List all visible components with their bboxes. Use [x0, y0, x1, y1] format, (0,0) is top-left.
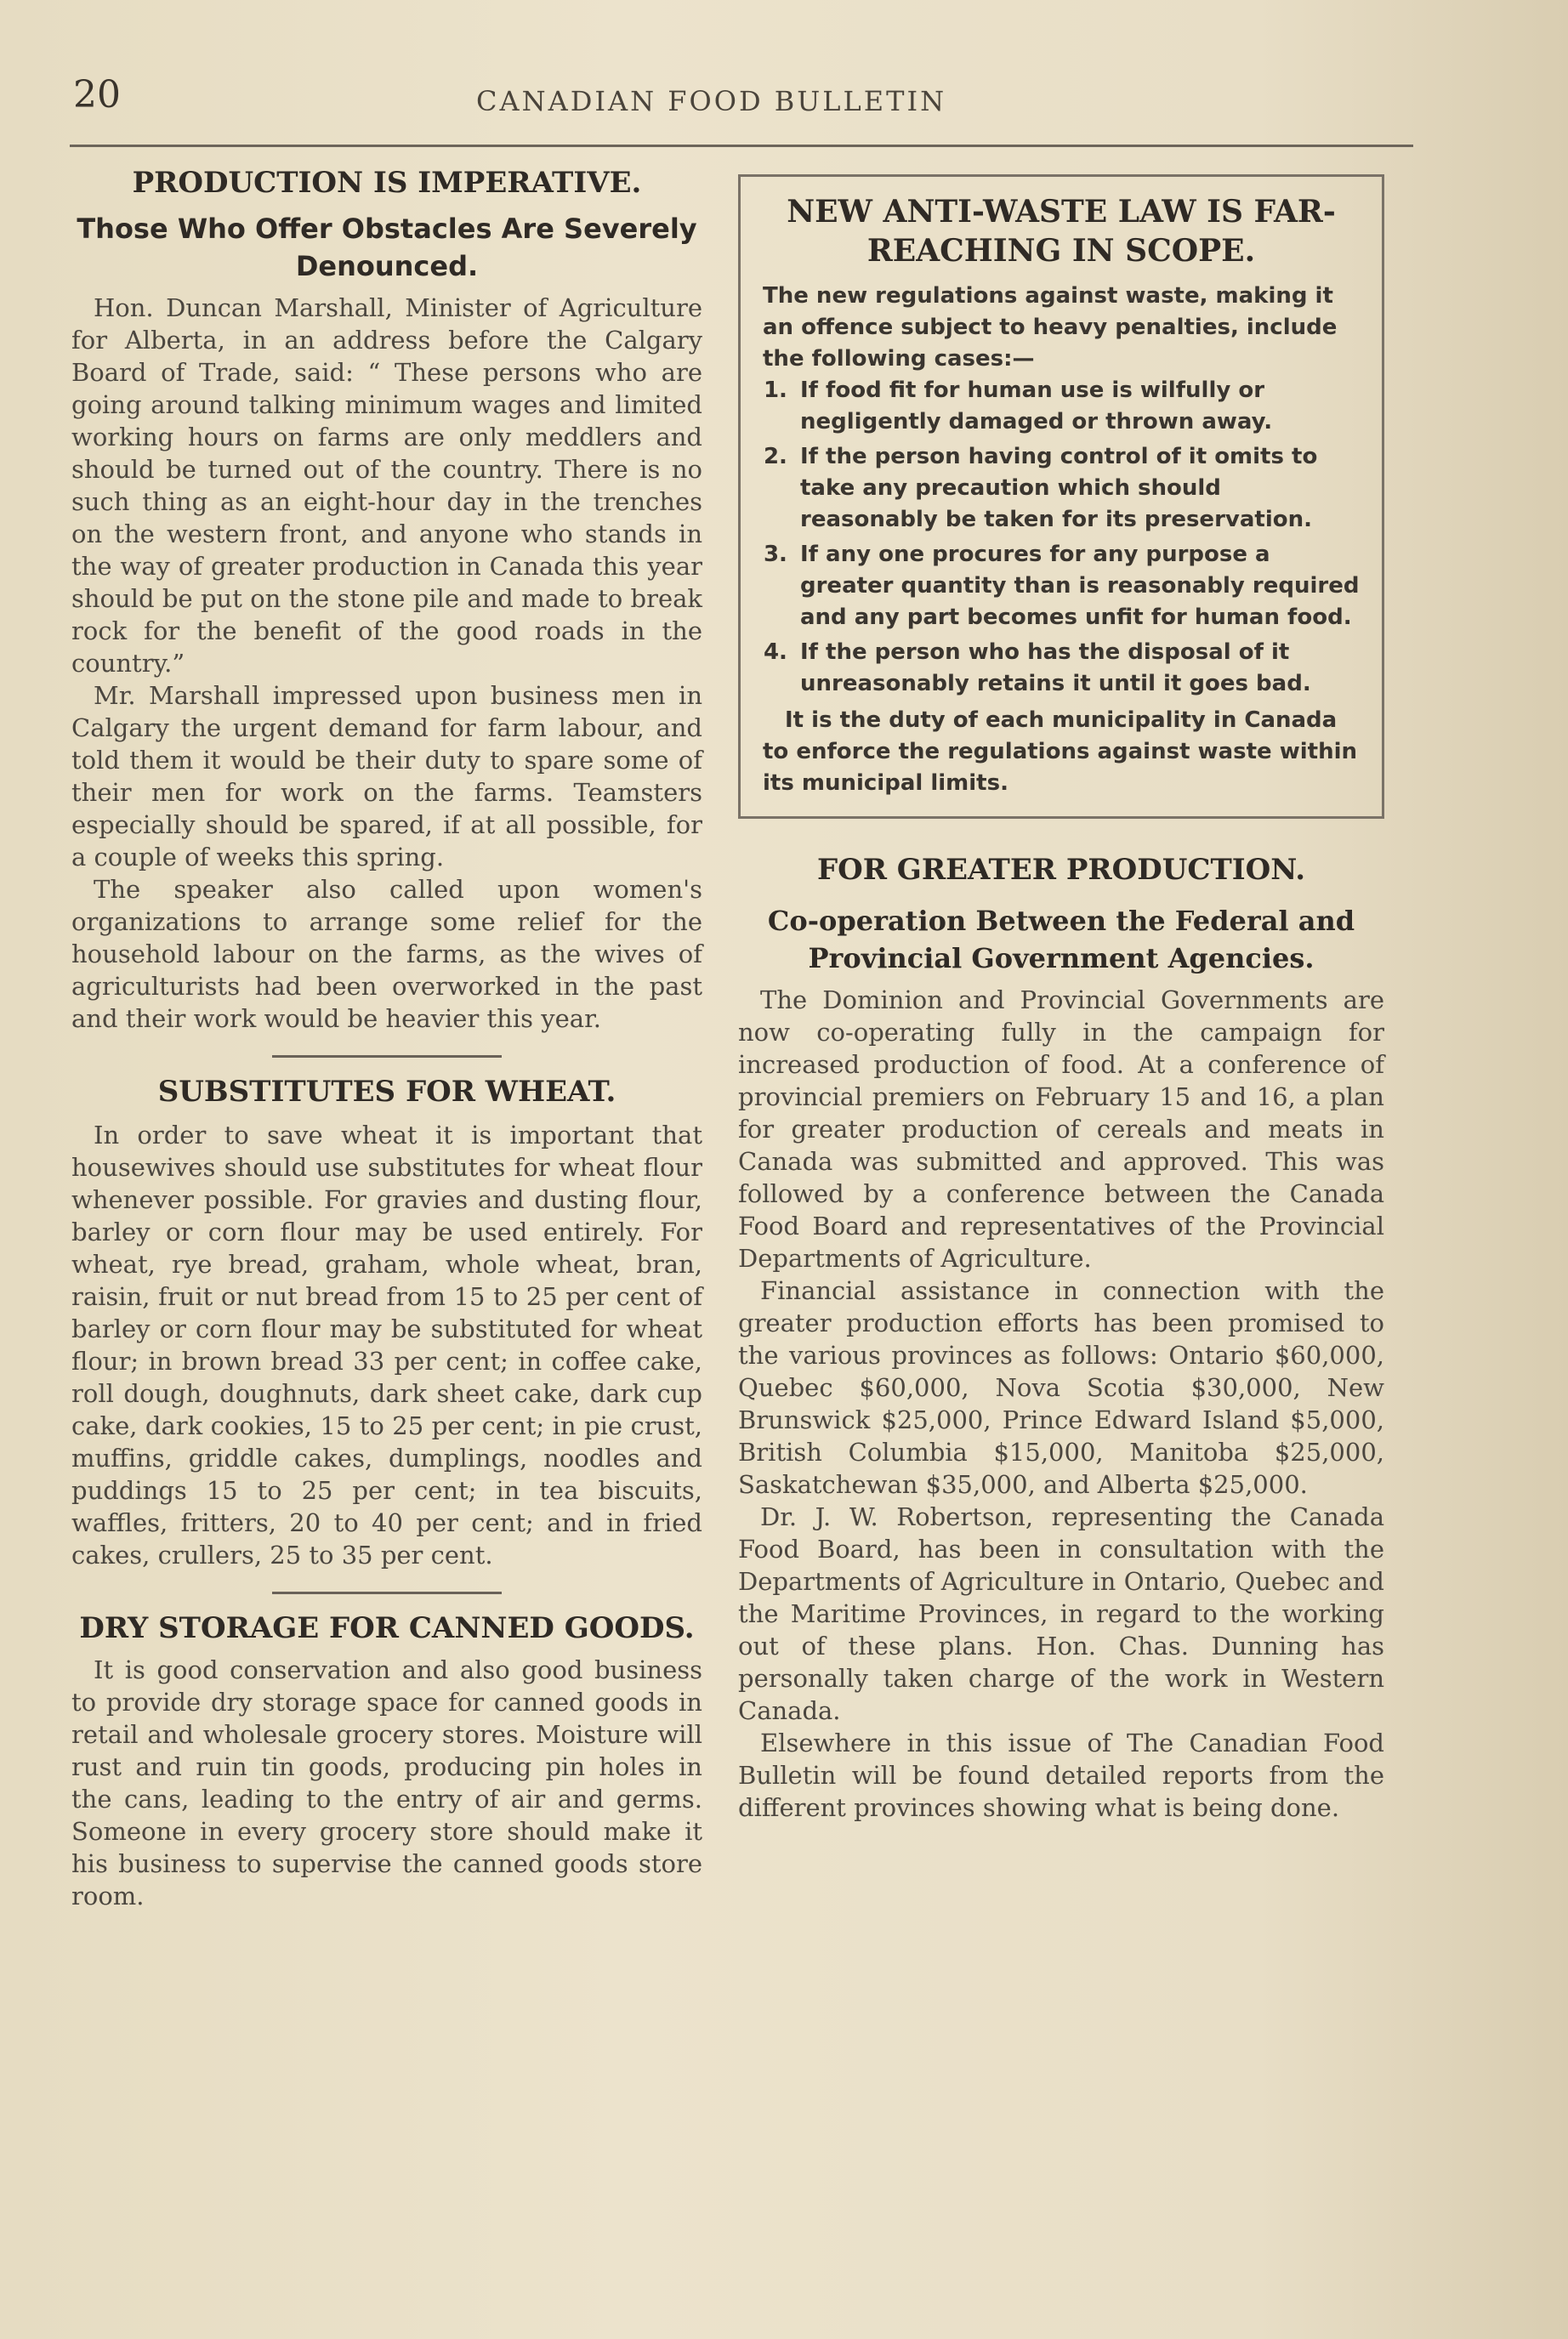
article-heading: DRY STORAGE FOR CANNED GOODS.	[79, 1611, 695, 1645]
paragraph: In order to save wheat it is important that housewives should use substitutes for wheat flour whenever possible. For gravies and dusting flour, barley or corn flour may be used entirely. For wheat, rye bread, graham, whole wheat, bran, raisin, fruit or nut bread from 15 to 25 per cent of barley or corn flour may be substituted for wheat flour; in brown bread 33 per cent; in coffee cake, roll dough, doughnuts, dark sheet cake, dark cup cake, dark cookies, 15 to 25 per cent; in pie crust, muffins, griddle cakes, dumplings, noodles and puddings 15 to 25 per cent; in tea biscuits, waffles, fritters, 20 to 40 per cent; and in fried cakes, crullers, 25 to 35 per cent.	[71, 1121, 702, 1570]
article-production-imperative	[71, 166, 702, 1035]
article-dry-storage	[71, 1611, 702, 1912]
anti-waste-box	[738, 174, 1384, 819]
right-column	[738, 174, 1384, 1824]
article-heading: SUBSTITUTES FOR WHEAT.	[157, 1075, 616, 1109]
box-heading: NEW ANTI-WASTE LAW IS FAR-REACHING IN SCOPE.	[787, 194, 1336, 269]
case-item: 4. If the person who has the disposal of it unreasonably retains it until it goes bad.	[795, 637, 1360, 700]
case-item: 1. If food fit for human use is wilfully or negligently damaged or thrown away.	[795, 375, 1360, 438]
case-item: 2. If the person having control of it omits to take any precaution which should reasonably be taken for its preservation.	[795, 441, 1360, 536]
paragraph: Hon. Duncan Marshall, Minister of Agriculture for Alberta, in an address before the Calgary Board of Trade, said: “ These persons who are going around talking minimum wages and limited working hours on farms are only meddlers and should be turned out of the country. There is no such thing as an eight-hour day in the trenches on the western front, and anyone who stands in the way of greater production in Canada this year should be put on the stone pile and made to break rock for the benefit of the good roads in the country.”	[71, 293, 702, 678]
paragraph: It is good conservation and also good business to provide dry storage space for canned goods in retail and wholesale grocery stores. Moisture will rust and ruin tin goods, producing pin holes in the cans, leading to the entry of air and germs. Someone in every grocery store should make it his business to supervise the canned goods store room.	[71, 1655, 702, 1910]
paragraph: Mr. Marshall impressed upon business men in Calgary the urgent demand for farm labour, and told them it would be their duty to spare some of their men for work on the farms. Teamsters especially should be spared, if at all possible, for a couple of weeks this spring.	[71, 681, 702, 871]
paragraph: Dr. J. W. Robertson, representing the Canada Food Board, has been in consultation with the Departments of Agriculture in Ontario, Quebec and the Maritime Provinces, in regard to the working out of these plans. Hon. Chas. Dunning has personally taken charge of the work in Western Canada.	[738, 1502, 1384, 1725]
paragraph: The speaker also called upon women's organizations to arrange some relief for the household labour on the farms, as the wives of agriculturists had been overworked in the past and their work would be heavier this year.	[71, 875, 702, 1033]
running-header-title: CANADIAN FOOD BULLETIN	[476, 85, 947, 117]
article-heading: PRODUCTION IS IMPERATIVE.	[132, 166, 642, 200]
paragraph: Financial assistance in connection with the greater production efforts has been promised to the various provinces as follows: Ontario $60,000, Quebec $60,000, Nova Scotia $30,000, New Brunswick $25,000, Prince Edward Island $5,000, British Columbia $15,000, Manitoba $25,000, Saskatchewan $35,000, and Alberta $25,000.	[738, 1276, 1384, 1499]
box-intro: The new regulations against waste, making it an offence subject to heavy penalties, include the following cases:—	[763, 283, 1338, 372]
section-divider	[272, 1055, 502, 1058]
cases-list	[763, 375, 1360, 700]
article-subheading: Co-operation Between the Federal and Provincial Government Agencies.	[767, 905, 1355, 974]
left-column	[71, 166, 702, 1912]
section-divider	[272, 1592, 502, 1594]
case-item: 3. If any one procures for any purpose a greater quantity than is reasonably required and any part becomes unfit for human food.	[795, 539, 1360, 633]
paragraph: The Dominion and Provincial Governments are now co-operating fully in the campaign for increased production of food. At a conference of provincial premiers on February 15 and 16, a plan for greater production of cereals and meats in Canada was submitted and approved. This was followed by a conference between the Canada Food Board and representatives of the Provincial Departments of Agriculture.	[738, 985, 1384, 1273]
article-greater-production	[738, 853, 1384, 1824]
article-heading: FOR GREATER PRODUCTION.	[816, 853, 1306, 887]
article-substitutes-for-wheat	[71, 1075, 702, 1571]
header-rule	[70, 145, 1413, 147]
page-number: 20	[73, 73, 121, 116]
article-subheading: Those Who Offer Obstacles Are Severely Denounced.	[77, 213, 697, 282]
box-outro: It is the duty of each municipality in Canada to enforce the regulations against waste within its municipal limits.	[763, 707, 1358, 796]
paragraph: Elsewhere in this issue of The Canadian Food Bulletin will be found detailed reports from the different provinces showing what is being done.	[738, 1729, 1384, 1822]
